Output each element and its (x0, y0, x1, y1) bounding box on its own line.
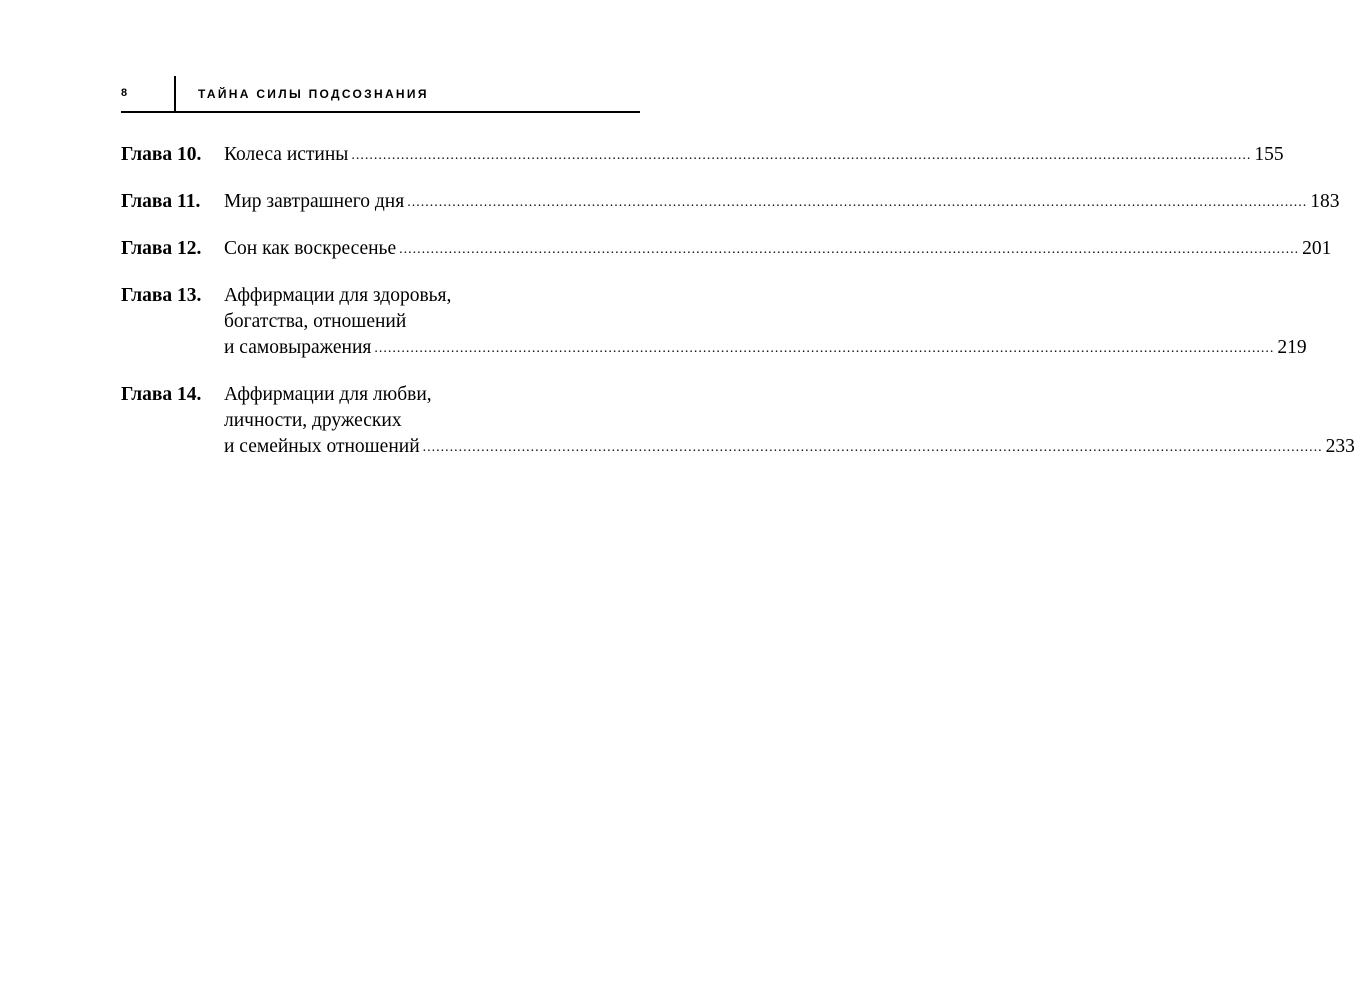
toc-entry-chapter-13[interactable] (121, 283, 1307, 363)
page-ref: 219 (1277, 337, 1307, 358)
page-ref: 183 (1310, 191, 1340, 212)
header-divider (174, 76, 176, 112)
chapter-label: Глава 10. (121, 144, 202, 165)
running-head (121, 76, 640, 112)
entry-body (224, 382, 1355, 462)
chapter-title-line: личности, дружеских (224, 410, 402, 431)
toc-entry-chapter-10[interactable] (121, 142, 1284, 170)
chapter-title-line: богатства, отношений (224, 311, 407, 332)
entry-body (224, 189, 1340, 217)
chapter-title-line: Аффирмации для здоровья, (224, 285, 452, 306)
chapter-label: Глава 12. (121, 238, 202, 259)
page-ref: 155 (1254, 144, 1284, 165)
dot-leader: ........................................................................................................................................................................................................ (399, 242, 1300, 257)
leader-line (224, 434, 1355, 462)
header-rule (121, 111, 640, 113)
leader-line (224, 142, 1284, 170)
chapter-title: Колеса истины (224, 144, 349, 165)
dot-leader: ........................................................................................................................................................................................................ (374, 341, 1275, 356)
leader-line (224, 335, 1307, 363)
chapter-title: Мир завтрашнего дня (224, 191, 405, 212)
toc-entry-chapter-11[interactable] (121, 189, 1340, 217)
book-title: ТАЙНА СИЛЫ ПОДСОЗНАНИЯ (198, 87, 429, 101)
chapter-label: Глава 13. (121, 285, 202, 306)
toc-entry-chapter-12[interactable] (121, 236, 1332, 264)
entry-body (224, 236, 1332, 264)
chapter-title-line: Аффирмации для любви, (224, 384, 432, 405)
page-number: 8 (121, 87, 129, 99)
dot-leader: ........................................................................................................................................................................................................ (422, 440, 1323, 455)
leader-line (224, 189, 1340, 217)
entry-body (224, 283, 1307, 363)
chapter-label: Глава 11. (121, 191, 201, 212)
chapter-label: Глава 14. (121, 384, 202, 405)
chapter-title-line: и семейных отношений (224, 436, 420, 457)
table-of-contents (121, 142, 1355, 481)
page-ref: 233 (1325, 436, 1355, 457)
toc-entry-chapter-14[interactable] (121, 382, 1355, 462)
leader-line (224, 236, 1332, 264)
dot-leader: ........................................................................................................................................................................................................ (407, 195, 1308, 210)
chapter-title: Сон как воскресенье (224, 238, 397, 259)
chapter-title-line: и самовыражения (224, 337, 372, 358)
page-ref: 201 (1302, 238, 1332, 259)
dot-leader: ........................................................................................................................................................................................................ (351, 148, 1252, 163)
entry-body (224, 142, 1284, 170)
